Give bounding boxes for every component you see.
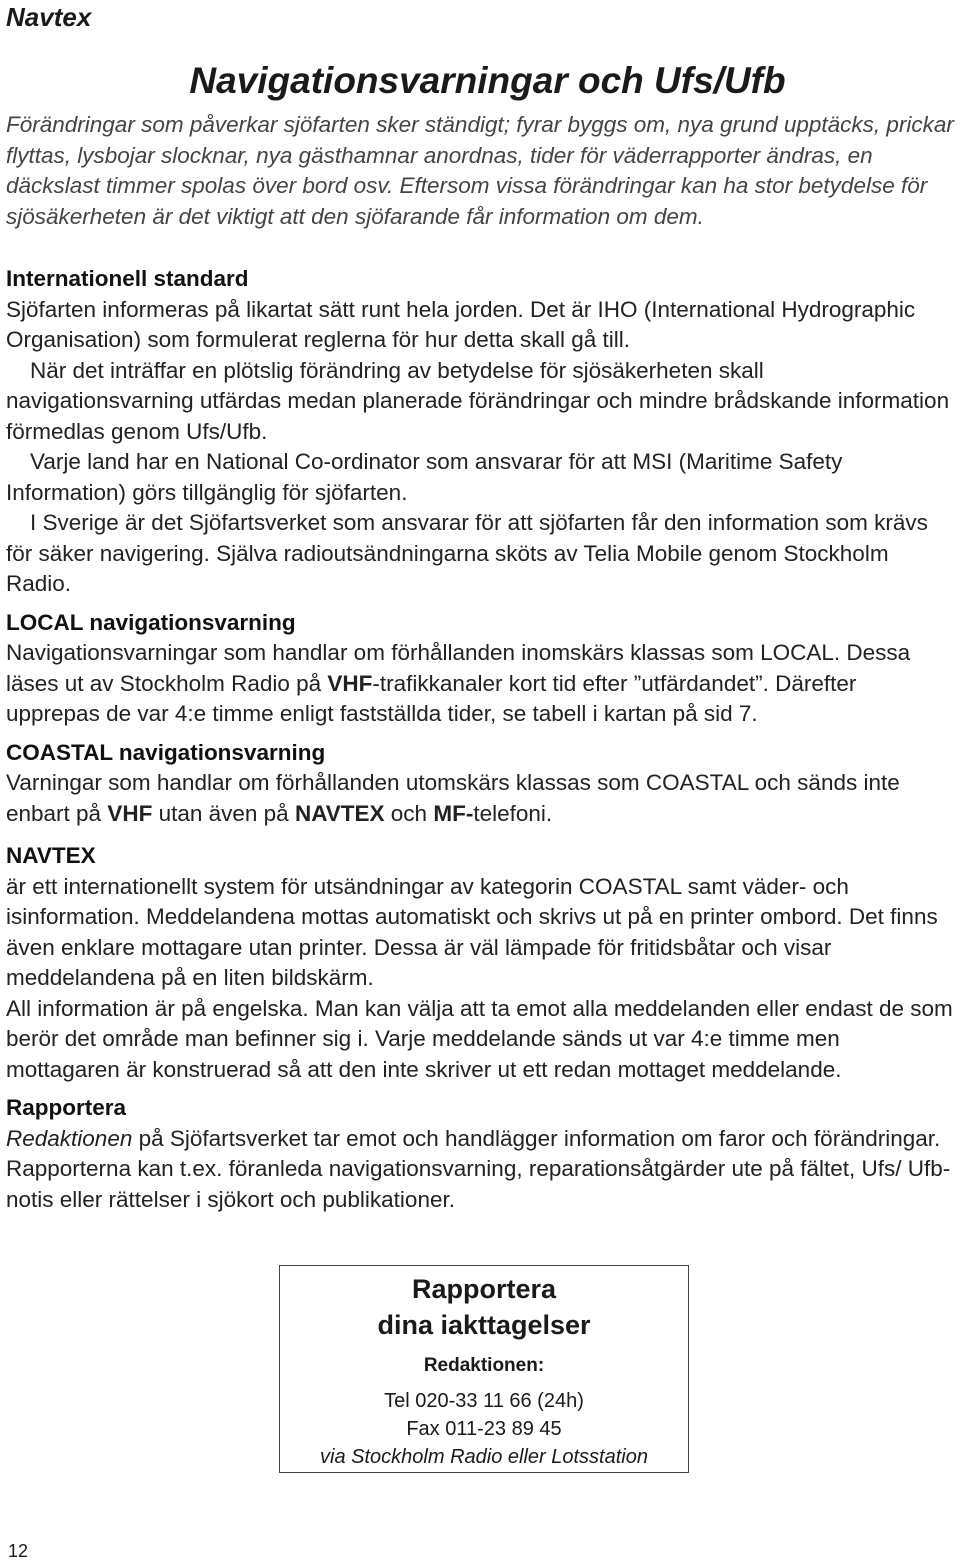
intro-paragraph: Förändringar som påverkar sjöfarten sker ständigt; fyrar byggs om, nya grund upptäcks, prickar flyttas, lysbojar slocknar, nya gästhamnar anordnas, tider för väderrapporter ändras, en däckslast timmer spolas över bord osv. Eftersom vissa förändringar kan ha stor betydelse för sjösäkerheten är det viktigt att den sjöfarande får information om dem. [6, 112, 954, 229]
text-run: utan även på [152, 800, 295, 826]
paragraph: I Sverige är det Sjöfartsverket som ansvarar för att sjöfarten får den information som krävs för säker navigering. Själva radioutsändningarna sköts av Telia Mobile genom Stockholm Radio. [6, 510, 928, 596]
box-subtitle: Redaktionen: [423, 1355, 545, 1376]
text-run: och [384, 800, 434, 826]
box-title-line: Rapportera [411, 1274, 557, 1304]
box-via: via Stockholm Radio eller Lotsstation [320, 1446, 648, 1468]
paragraph [6, 768, 956, 829]
text-run: på Sjöfartsverket tar emot och handlägger information om faror och förändringar. Rapporterna kan t.ex. föranleda navigationsvarning, reparationsåtgärder ute på fältet, Ufs/ Ufb-notis eller rättelser i sjökort och publikationer. [6, 1125, 951, 1212]
paragraph: All information är på engelska. Man kan välja att ta emot alla meddelanden eller endast de som berör det område man befinner sig i. Varje meddelande sänds ut var 4:e timme men mottagaren är konstruerad så att den inte skriver ut ett redan mottaget meddelande. [6, 995, 953, 1082]
heading-coastal-navigationsvarning: COASTAL navigationsvarning [6, 739, 326, 765]
heading-internationell-standard: Internationell standard [6, 266, 249, 291]
vhf-term: VHF [107, 800, 153, 826]
paragraph [6, 638, 956, 730]
box-tel: Tel 020-33 11 66 (24h) [384, 1390, 584, 1412]
box-title [280, 1271, 688, 1343]
vhf-term: VHF [327, 670, 373, 696]
text-run: telefoni. [473, 800, 553, 826]
mf-term: MF- [433, 800, 474, 826]
box-fax: Fax 011-23 89 45 [406, 1418, 562, 1440]
page-title: Navigationsvarningar och Ufs/Ufb [189, 60, 786, 101]
box-title-line: dina iakttagelser [377, 1310, 591, 1340]
paragraph: När det inträffar en plötslig förändring av betydelse för sjösäkerheten skall navigationsvarning utfärdas medan planerade förändringar och mindre brådskande information förmedlas genom Ufs/Ufb. [6, 357, 950, 444]
main-body [6, 264, 956, 1215]
paragraph [6, 1124, 956, 1216]
heading-local-navigationsvarning: LOCAL navigationsvarning [6, 609, 296, 635]
paragraph: Sjöfarten informeras på likartat sätt runt hela jorden. Det är IHO (International Hydrographic Organisation) som formulerat reglerna för hur detta skall gå till. [6, 296, 916, 352]
redaktionen-term: Redaktionen [6, 1125, 133, 1151]
navtex-term: NAVTEX [294, 800, 385, 826]
heading-rapportera: Rapportera [6, 1095, 127, 1120]
text-run: -trafikkanaler kort tid efter ”utfärdandet”. Därefter upprepas de var 4:e timme enligt fastställda tider, se tabell i kartan på sid 7. [6, 670, 857, 726]
page-number: 12 [8, 1541, 29, 1561]
text-run: Navigationsvarningar som handlar om förhållanden inomskärs klassas som LOCAL. Dessa läses ut av Stockholm Radio på [6, 640, 911, 696]
text-run: Varningar som handlar om förhållanden utomskärs klassas som COASTAL och sänds inte enbart på [6, 770, 900, 826]
running-header: Navtex [6, 2, 92, 32]
heading-navtex: NAVTEX [6, 843, 96, 868]
paragraph: är ett internationellt system för utsändningar av kategorin COASTAL samt väder- och isinformation. Meddelandena mottas automatiskt och skrivs ut på en printer ombord. Det finns även enklare mottagare utan printer. Dessa är väl lämpade för fritidsbåtar och visar meddelandena på en liten bildskärm. [6, 873, 938, 990]
report-box [279, 1265, 689, 1473]
paragraph: Varje land har en National Co-ordinator som ansvarar för att MSI (Maritime Safety Information) görs tillgänglig för sjöfarten. [6, 449, 843, 505]
